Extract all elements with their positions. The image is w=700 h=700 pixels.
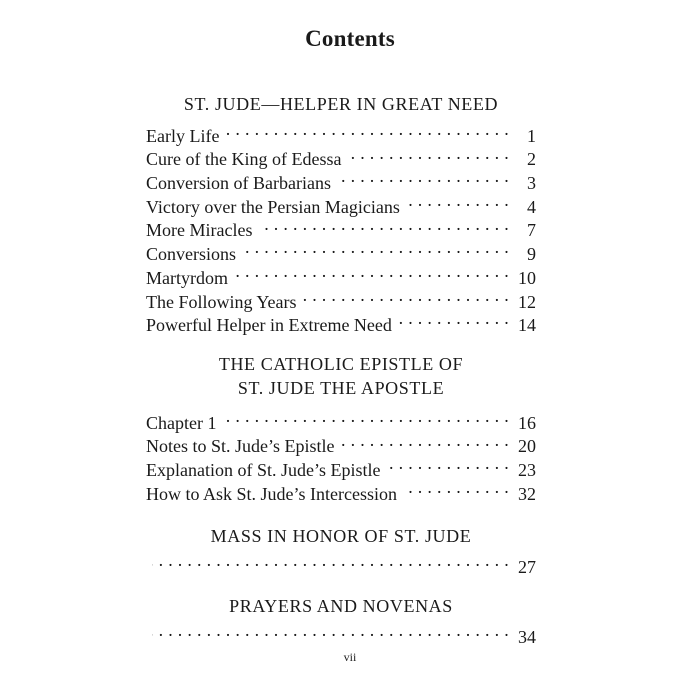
section-heading-mass: MASS IN HONOR OF ST. JUDE [210,526,472,546]
toc-entry-page: 16 [518,412,536,433]
dot-leader [406,189,509,213]
toc-entry-page: 3 [527,173,536,194]
toc-entry-page: 2 [527,149,536,170]
dot-leader [152,619,509,643]
toc-entry-page: 9 [527,244,536,265]
toc-entry-title: Conversions [146,244,236,265]
toc-entry-page: 14 [518,315,536,336]
section-entries-mass [146,549,536,577]
page-number: vii [343,650,357,664]
section-entries-epistle [146,405,536,504]
toc-entry-title: Early Life [146,125,220,146]
toc-entry-title: Chapter 1 [146,412,217,433]
page-title: Contents [305,26,395,51]
toc-entry-page: 20 [518,436,536,457]
toc-entry-page: 27 [518,556,536,577]
toc-entry[interactable] [146,118,536,146]
section-heading-epistle-line2: ST. JUDE THE APOSTLE [237,378,445,398]
dot-leader [386,452,509,476]
toc-entry-title: Cure of the King of Edessa [146,149,342,170]
dot-leader [152,549,509,573]
toc-entry-title: How to Ask St. Jude’s Intercession [146,483,397,504]
dot-leader [403,476,509,500]
dot-leader [258,213,509,237]
section-heading-prayers: PRAYERS AND NOVENAS [229,596,453,616]
toc-entry-title: Notes to St. Jude’s Epistle [146,436,335,457]
section-heading-epistle-line1: THE CATHOLIC EPISTLE OF [218,354,464,374]
dot-leader [225,118,509,142]
toc-entry[interactable] [146,405,536,433]
section-heading-helper: ST. JUDE—HELPER IN GREAT NEED [183,94,499,114]
dot-leader [398,308,509,332]
toc-entry-title: Martyrdom [146,267,228,288]
dot-leader [337,165,509,189]
toc-entry[interactable] [146,619,536,647]
toc-entry[interactable] [146,549,536,577]
toc-entry-title: Victory over the Persian Magicians [146,196,400,217]
toc-entry-title: Explanation of St. Jude’s Epistle [146,460,381,481]
section-entries-helper [146,118,536,336]
toc-entry-page: 32 [518,483,536,504]
dot-leader [242,236,509,260]
toc-entry-page: 7 [527,220,536,241]
toc-entry-page: 23 [518,460,536,481]
dot-leader [347,142,509,166]
dot-leader [341,429,510,453]
toc-entry-title: More Miracles [146,220,253,241]
dot-leader [222,405,509,429]
toc-entry-page: 12 [518,291,536,312]
toc-entry-page: 10 [518,267,536,288]
toc-entry-title: Conversion of Barbarians [146,173,331,194]
dot-leader [234,260,509,284]
toc-entry-title: Powerful Helper in Extreme Need [146,315,392,336]
toc-entry-page: 4 [527,196,536,217]
toc-entry-page: 1 [527,125,536,146]
section-entries-prayers [146,619,536,647]
dot-leader [303,284,509,308]
toc-entry-page: 34 [518,626,536,647]
toc-entry-title: The Following Years [146,291,297,312]
